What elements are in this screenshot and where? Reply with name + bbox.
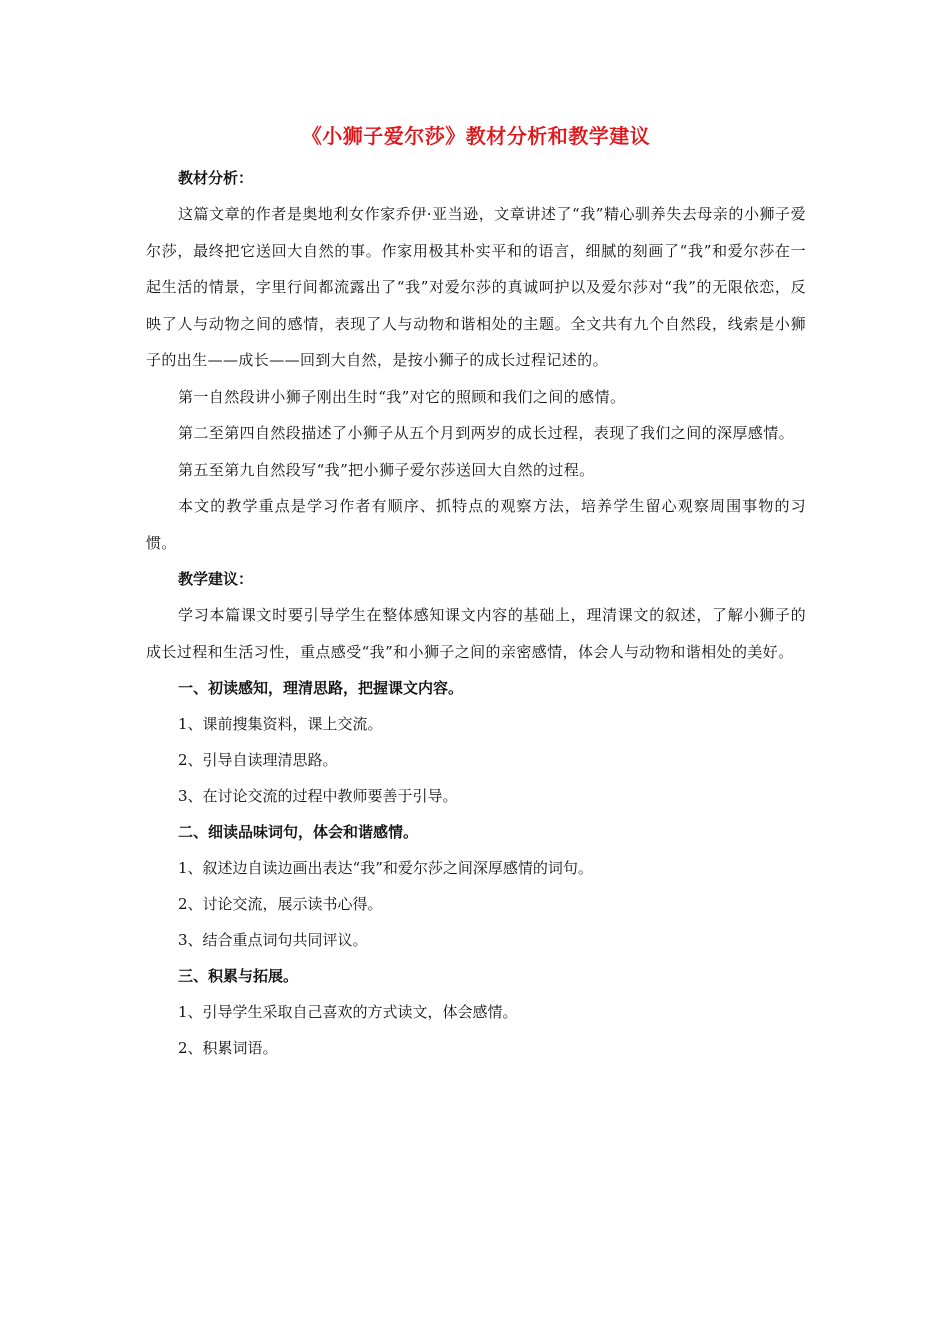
section-2-heading: 二、细读品味词句，体会和谐感情。: [178, 823, 419, 841]
analysis-heading: 教材分析：: [178, 169, 254, 187]
section-1-item-3: 3、在讨论交流的过程中教师要善于引导。: [178, 787, 458, 805]
document-page: [146, 118, 806, 1066]
section-2-item-1: 1、叙述边自读边画出表达“我”和爱尔莎之间深厚感情的词句。: [178, 859, 593, 877]
suggestions-intro: 学习本篇课文时要引导学生在整体感知课文内容的基础上，理清课文的叙述，了解小狮子的成长过程和生活习性，重点感受“我”和小狮子之间的亲密感情，体会人与动物和谐相处的美好。: [146, 606, 806, 661]
section-1-heading: 一、初读感知，理清思路，把握课文内容。: [178, 679, 464, 697]
section-1-item-1: 1、课前搜集资料，课上交流。: [178, 715, 383, 733]
section-2-item-3: 3、结合重点词句共同评议。: [178, 931, 368, 949]
document-title: 《小狮子爱尔莎》教材分析和教学建议: [301, 124, 651, 148]
analysis-paragraph-2: 第一自然段讲小狮子刚出生时“我”对它的照顾和我们之间的感情。: [178, 387, 626, 406]
analysis-paragraph-5: 本文的教学重点是学习作者有顺序、抓特点的观察方法，培养学生留心观察周围事物的习惯。: [146, 497, 806, 552]
section-2-item-2: 2、讨论交流，展示读书心得。: [178, 895, 383, 913]
analysis-paragraph-4: 第五至第九自然段写“我”把小狮子爱尔莎送回大自然的过程。: [178, 460, 595, 479]
section-3-item-2: 2、积累词语。: [178, 1039, 278, 1057]
section-3-item-1: 1、引导学生采取自己喜欢的方式读文，体会感情。: [178, 1003, 518, 1021]
section-3-heading: 三、积累与拓展。: [178, 967, 299, 985]
suggestions-heading: 教学建议：: [178, 570, 254, 588]
analysis-paragraph-3: 第二至第四自然段描述了小狮子从五个月到两岁的成长过程，表现了我们之间的深厚感情。: [178, 424, 795, 442]
analysis-paragraph-1: 这篇文章的作者是奥地利女作家乔伊·亚当逊，文章讲述了“我”精心驯养失去母亲的小狮子爱尔莎，最终把它送回大自然的事。作家用极其朴实平和的语言，细腻的刻画了“我”和爱尔莎在一起生活的情景，字里行间都流露出了“我”对爱尔莎的真诚呵护以及爱尔莎对“我”的无限依恋，反映了人与动物之间的感情，表现了人与动物和谐相处的主题。全文共有九个自然段，线索是小狮子的出生——成长——回到大自然，是按小狮子的成长过程记述的。: [146, 205, 806, 369]
section-1-item-2: 2、引导自读理清思路。: [178, 751, 338, 769]
